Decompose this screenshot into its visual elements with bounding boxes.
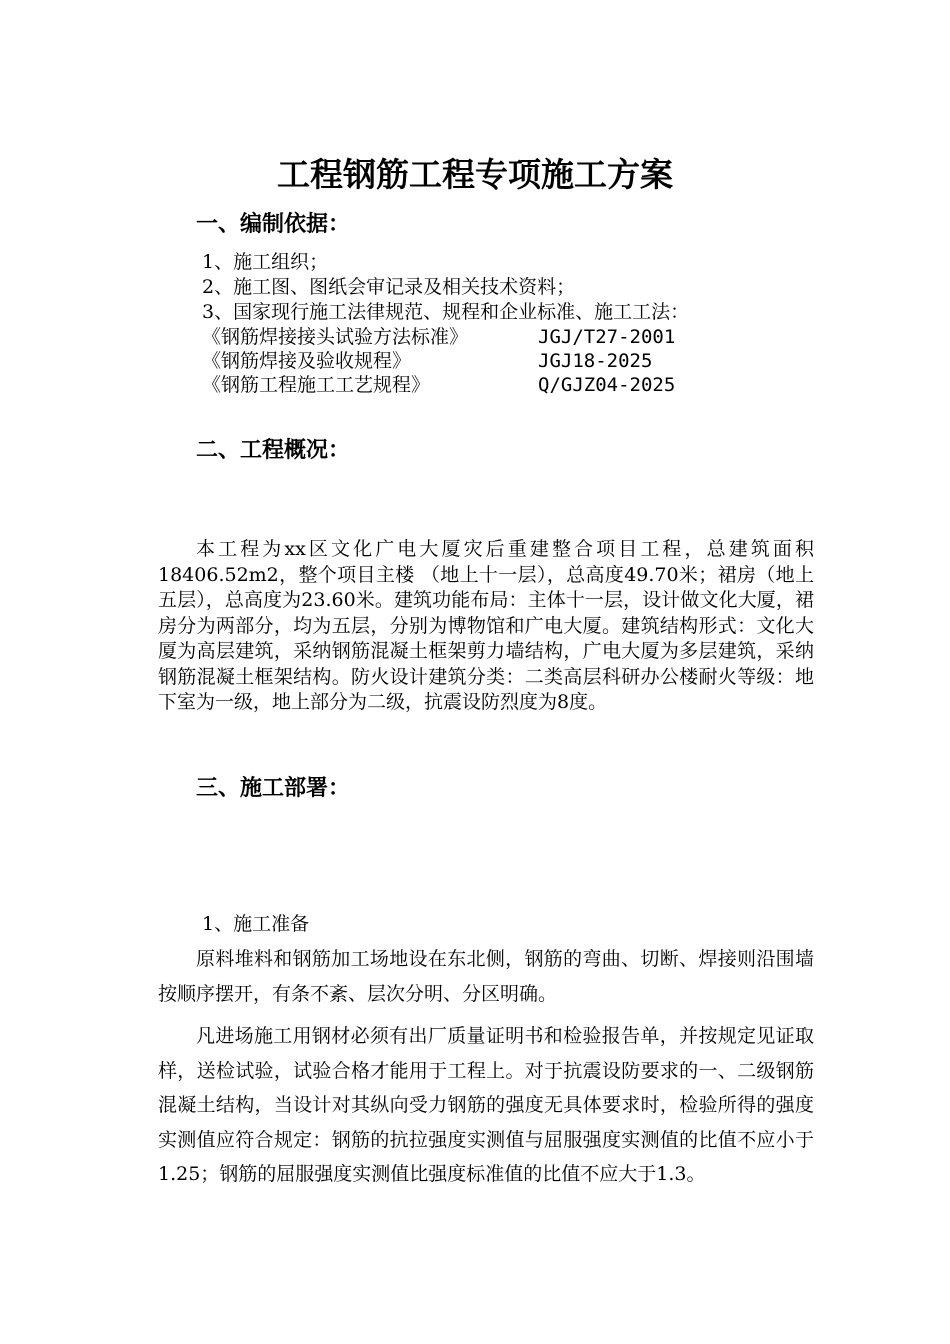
basis-item-3: 3、国家现行施工法律规范、规程和企业标准、施工工法： <box>202 301 690 323</box>
standard-name-2: 《钢筋焊接及验收规程》 <box>202 350 412 372</box>
subheading-preparation: 1、施工准备 <box>202 913 310 935</box>
standard-code-2: JGJ18-2025 <box>538 350 653 372</box>
section-heading-overview: 二、工程概况： <box>196 438 351 463</box>
standard-name-3: 《钢筋工程施工工艺规程》 <box>202 374 431 396</box>
document-title: 工程钢筋工程专项施工方案 <box>277 155 673 194</box>
standard-code-3: Q/GJZ04-2025 <box>538 374 676 396</box>
basis-item-2: 2、施工图、图纸会审记录及相关技术资料； <box>202 276 576 298</box>
standard-name-1: 《钢筋焊接接头试验方法标准》 <box>202 326 469 348</box>
preparation-paragraph-1: 原料堆料和钢筋加工场地设在东北侧，钢筋的弯曲、切断、焊接则沿围墙按顺序摆开，有条不紊、层次分明、分区明确。 <box>158 948 814 1005</box>
basis-item-1: 1、施工组织； <box>202 251 329 273</box>
preparation-paragraph-2: 凡进场施工用钢材必须有出厂质量证明书和检验报告单，并按规定见证取样，送检试验，试验合格才能用于工程上。对于抗震设防要求的一、二级钢筋混凝土结构，当设计对其纵向受力钢筋的强度无具体要求时，检验所得的强度实测值应符合规定：钢筋的抗拉强度实测值与屈服强度实测值的比值不应小于1.25；钢筋的屈服强度实测值比强度标准值的比值不应大于1.3。 <box>158 1025 814 1185</box>
section-heading-basis: 一、编制依据： <box>196 212 351 237</box>
standard-code-1: JGJ/T27-2001 <box>538 326 676 348</box>
overview-paragraph: 本工程为xx区文化广电大厦灾后重建整合项目工程，总建筑面积18406.52m2，整个项目主楼 （地上十一层），总高度49.70米；裙房（地上五层），总高度为23.60米。建筑功能布局：主体十一层，设计做文化大厦，裙房分为两部分，均为五层，分别为博物馆和广电大厦。建筑结构形式：文化大厦为高层建筑，采纳钢筋混凝土框架剪力墙结构，广电大厦为多层建筑，采纳钢筋混凝土框架结构。防火设计建筑分类：二类高层科研办公楼耐火等级：地下室为一级，地上部分为二级，抗震设防烈度为8度。 <box>158 538 814 713</box>
section-heading-deployment: 三、施工部署： <box>196 776 351 801</box>
